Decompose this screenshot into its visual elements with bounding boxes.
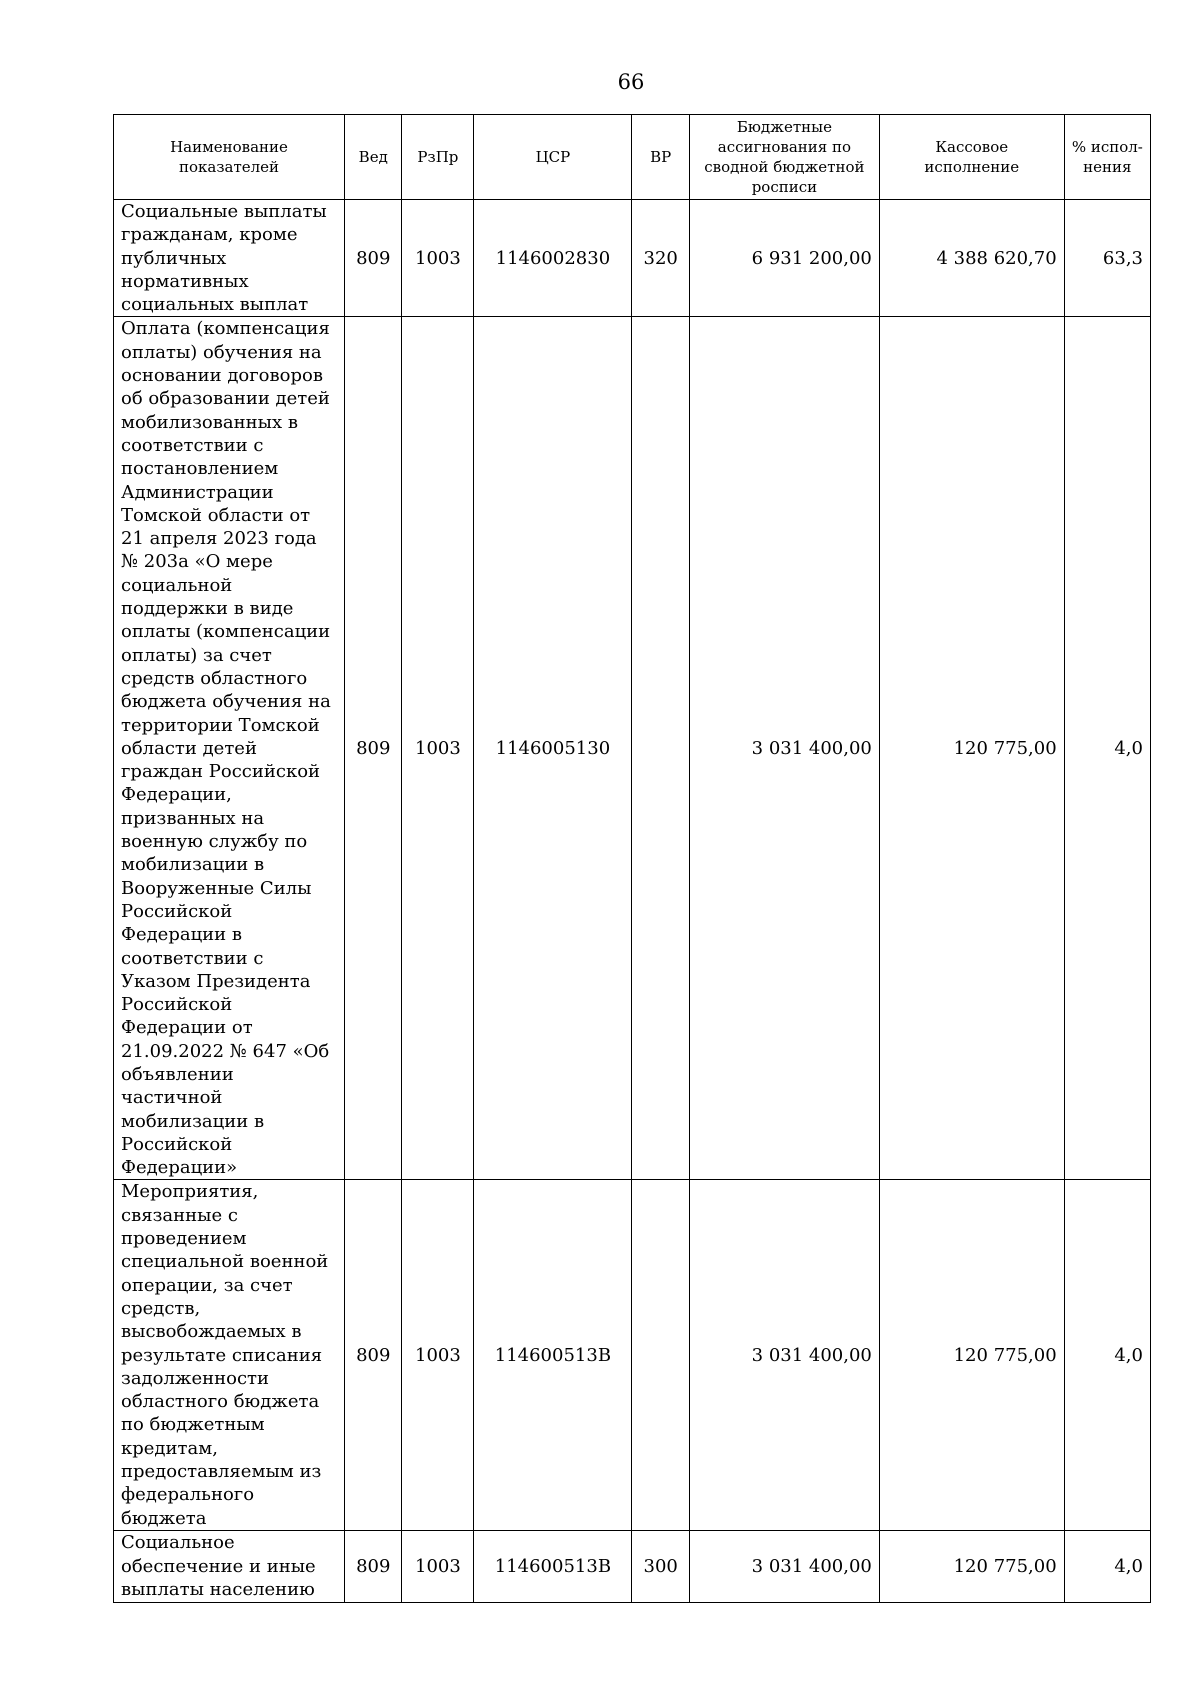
header-csr: ЦСР bbox=[474, 115, 632, 200]
cell-name: Социальное обеспечение и иные выплаты населению bbox=[114, 1530, 345, 1602]
cell-execution: 120 775,00 bbox=[879, 317, 1064, 1180]
cell-name: Оплата (компенсация оплаты) обучения на основании договоров об образовании детей мобилизованных в соответствии с постановлением Администрации Томской области от 21 апреля 2023 года № 203а «О мере социальной поддержки в виде оплаты (компенсации оплаты) за счет средств областного бюджета обучения на территории Томской области детей граждан Российской Федерации, призванных на военную службу по мобилизации в Вооруженные Силы Российской Федерации в соответствии с Указом Президента Российской Федерации от 21.09.2022 № 647 «Об объявлении частичной мобилизации в Российской Федерации» bbox=[114, 317, 345, 1180]
cell-rzpr: 1003 bbox=[402, 317, 474, 1180]
cell-execution: 4 388 620,70 bbox=[879, 200, 1064, 317]
cell-allocations: 6 931 200,00 bbox=[689, 200, 879, 317]
cell-percent: 4,0 bbox=[1064, 317, 1150, 1180]
cell-csr: 1146002830 bbox=[474, 200, 632, 317]
cell-name: Мероприятия, связанные с проведением специальной военной операции, за счет средств, высвобождаемых в результате списания задолженности областного бюджета по бюджетным кредитам, предоставляемым из федерального бюджета bbox=[114, 1180, 345, 1530]
cell-vr bbox=[632, 1180, 689, 1530]
cell-allocations: 3 031 400,00 bbox=[689, 1530, 879, 1602]
header-allocations: Бюджетные ассигнования по сводной бюджетной росписи bbox=[689, 115, 879, 200]
cell-percent: 4,0 bbox=[1064, 1530, 1150, 1602]
table-row bbox=[114, 1530, 1151, 1602]
cell-ved: 809 bbox=[345, 1180, 402, 1530]
cell-ved: 809 bbox=[345, 200, 402, 317]
budget-execution-table bbox=[113, 114, 1151, 1603]
cell-ved: 809 bbox=[345, 317, 402, 1180]
header-execution: Кассовое исполнение bbox=[879, 115, 1064, 200]
page-number: 66 bbox=[617, 70, 645, 94]
cell-ved: 809 bbox=[345, 1530, 402, 1602]
table-header-row bbox=[114, 115, 1151, 200]
cell-csr: 114600513В bbox=[474, 1530, 632, 1602]
cell-rzpr: 1003 bbox=[402, 1530, 474, 1602]
cell-name: Социальные выплаты гражданам, кроме публичных нормативных социальных выплат bbox=[114, 200, 345, 317]
cell-execution: 120 775,00 bbox=[879, 1180, 1064, 1530]
cell-rzpr: 1003 bbox=[402, 1180, 474, 1530]
cell-execution: 120 775,00 bbox=[879, 1530, 1064, 1602]
cell-percent: 4,0 bbox=[1064, 1180, 1150, 1530]
cell-allocations: 3 031 400,00 bbox=[689, 1180, 879, 1530]
cell-allocations: 3 031 400,00 bbox=[689, 317, 879, 1180]
table-row bbox=[114, 200, 1151, 317]
cell-csr: 1146005130 bbox=[474, 317, 632, 1180]
header-vr: ВР bbox=[632, 115, 689, 200]
header-rzpr: РзПр bbox=[402, 115, 474, 200]
cell-rzpr: 1003 bbox=[402, 200, 474, 317]
cell-vr: 320 bbox=[632, 200, 689, 317]
cell-percent: 63,3 bbox=[1064, 200, 1150, 317]
header-name: Наименование показателей bbox=[114, 115, 345, 200]
header-ved: Вед bbox=[345, 115, 402, 200]
cell-vr bbox=[632, 317, 689, 1180]
cell-csr: 114600513В bbox=[474, 1180, 632, 1530]
cell-vr: 300 bbox=[632, 1530, 689, 1602]
header-percent: % испол-нения bbox=[1064, 115, 1150, 200]
table-row bbox=[114, 1180, 1151, 1530]
table-row bbox=[114, 317, 1151, 1180]
